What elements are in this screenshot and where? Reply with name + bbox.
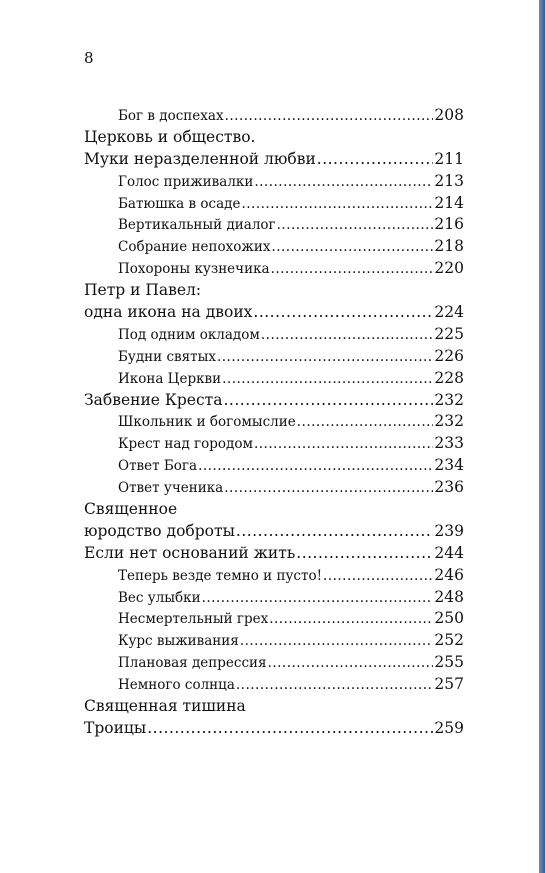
page-edge — [539, 0, 545, 873]
toc-subsection — [84, 193, 464, 215]
toc-leader-dots — [223, 390, 433, 412]
toc-entry-page: 213 — [434, 171, 464, 190]
toc-leader-dots — [253, 302, 433, 324]
toc-leader-dots — [254, 434, 433, 455]
toc-subsection — [84, 171, 464, 193]
toc-leader-dots — [224, 478, 433, 499]
toc-section — [84, 543, 464, 565]
toc-entry-page: 257 — [434, 675, 464, 694]
toc-subsection — [84, 236, 464, 258]
toc-subsection — [84, 455, 464, 477]
toc-entry-title: Собрание непохожих — [118, 239, 271, 256]
toc-entry-title: Под одним окладом — [118, 326, 260, 343]
toc-section — [84, 718, 464, 740]
toc-entry-page: 234 — [434, 456, 464, 475]
toc-entry-title: Бог в доспехах — [118, 108, 224, 124]
toc-entry-title: Плановая депрессия — [118, 655, 267, 672]
toc-entry-page: 259 — [434, 718, 464, 737]
toc-entry-page: 248 — [434, 587, 464, 606]
toc-section — [84, 696, 464, 718]
toc-leader-dots — [236, 675, 434, 696]
toc-entry-page: 214 — [434, 193, 464, 212]
toc-subsection — [84, 674, 464, 696]
toc-subsection — [84, 433, 464, 455]
toc-entry-page: 246 — [434, 565, 464, 584]
toc-subsection — [84, 258, 464, 280]
toc-entry-page: 208 — [434, 106, 464, 124]
toc-entry-title: Немного солнца — [118, 677, 235, 694]
toc-entry-title: Школьник и богомыслие — [118, 414, 296, 431]
toc-leader-dots — [271, 259, 434, 280]
toc-entry-title: Ответ Бога — [118, 458, 198, 475]
toc-entry-title: Несмертельный грех — [118, 611, 269, 628]
toc-entry-page: 232 — [434, 412, 464, 431]
toc-section — [84, 499, 464, 521]
toc-section — [84, 127, 464, 149]
toc-entry-page: 250 — [434, 609, 464, 628]
toc-subsection — [84, 324, 464, 346]
toc-subsection — [84, 346, 464, 368]
toc-leader-dots — [297, 412, 434, 433]
toc-section — [84, 149, 464, 171]
toc-leader-dots — [261, 325, 434, 346]
toc-subsection — [84, 587, 464, 609]
toc-subsection — [84, 368, 464, 390]
toc-subsection — [84, 565, 464, 587]
toc-section — [84, 280, 464, 302]
toc-leader-dots — [277, 215, 434, 236]
toc-leader-dots — [323, 566, 433, 587]
toc-leader-dots — [217, 347, 433, 368]
toc-entry-title: одна икона на двоих — [84, 303, 253, 322]
toc-subsection — [84, 105, 464, 127]
toc-entry-page: 236 — [434, 478, 464, 497]
toc-entry-page: 225 — [434, 324, 464, 343]
toc-leader-dots — [240, 631, 434, 652]
toc-entry-page: 252 — [434, 631, 464, 650]
toc-entry-title: Голос приживалки — [118, 173, 254, 190]
toc-entry-title: юродство доброты — [84, 521, 235, 540]
toc-entry-title: Петр и Павел: — [84, 281, 202, 300]
toc-leader-dots — [268, 653, 434, 674]
toc-section — [84, 390, 464, 412]
toc-leader-dots — [222, 369, 433, 390]
toc-leader-dots — [254, 172, 433, 193]
toc-entry-title: Будни святых — [118, 348, 216, 365]
toc-entry-title: Батюшка в осаде — [118, 195, 241, 212]
toc-leader-dots — [241, 194, 433, 215]
toc-entry-title: Вес улыбки — [118, 589, 201, 606]
toc-subsection — [84, 411, 464, 433]
toc-entry-page: 244 — [434, 543, 464, 562]
toc-entry-title: Похороны кузнечика — [118, 261, 270, 278]
toc-leader-dots — [296, 543, 433, 565]
toc-entry-page: 218 — [434, 237, 464, 256]
toc-subsection — [84, 652, 464, 674]
toc-entry-title: Церковь и общество. — [84, 127, 256, 146]
toc-entry-title: Муки неразделенной любви — [84, 149, 316, 168]
toc-entry-page: 224 — [434, 303, 464, 322]
toc-entry-page: 233 — [434, 434, 464, 453]
toc-section — [84, 302, 464, 324]
toc-entry-page: 255 — [434, 653, 464, 672]
toc-entry-title: Троицы — [84, 718, 147, 737]
toc-entry-page: 228 — [434, 368, 464, 387]
toc-entry-page: 216 — [434, 215, 464, 234]
toc-entry-page: 232 — [434, 390, 464, 409]
toc-entry-title: Забвение Креста — [84, 390, 223, 409]
toc-leader-dots — [271, 237, 433, 258]
toc-leader-dots — [236, 521, 434, 543]
toc-entry-page: 239 — [434, 521, 464, 540]
toc-entry-page: 226 — [434, 346, 464, 365]
toc-entry-page: 220 — [434, 259, 464, 278]
toc-entry-title: Священная тишина — [84, 697, 246, 716]
toc-leader-dots — [198, 456, 433, 477]
toc-entry-title: Икона Церкви — [118, 370, 222, 387]
page-number: 8 — [84, 49, 94, 67]
toc-subsection — [84, 477, 464, 499]
toc-entry-title: Крест над городом — [118, 436, 253, 453]
toc-entry-title: Вертикальный диалог — [118, 217, 276, 234]
toc-leader-dots — [317, 149, 434, 171]
toc-entry-title: Курс выживания — [118, 633, 239, 650]
toc-entry-page: 211 — [434, 149, 464, 168]
toc-entry-title: Теперь везде темно и пусто! — [118, 567, 322, 584]
toc-leader-dots — [225, 106, 434, 127]
toc-leader-dots — [269, 609, 433, 630]
toc-entry-title: Если нет оснований жить — [84, 543, 296, 562]
toc-leader-dots — [147, 718, 433, 740]
toc-subsection — [84, 630, 464, 652]
toc-section — [84, 521, 464, 543]
toc-entry-title: Священное — [84, 500, 178, 519]
toc-leader-dots — [202, 588, 434, 609]
toc-subsection — [84, 214, 464, 236]
table-of-contents — [84, 105, 464, 740]
toc-entry-title: Ответ ученика — [118, 480, 224, 497]
toc-subsection — [84, 608, 464, 630]
